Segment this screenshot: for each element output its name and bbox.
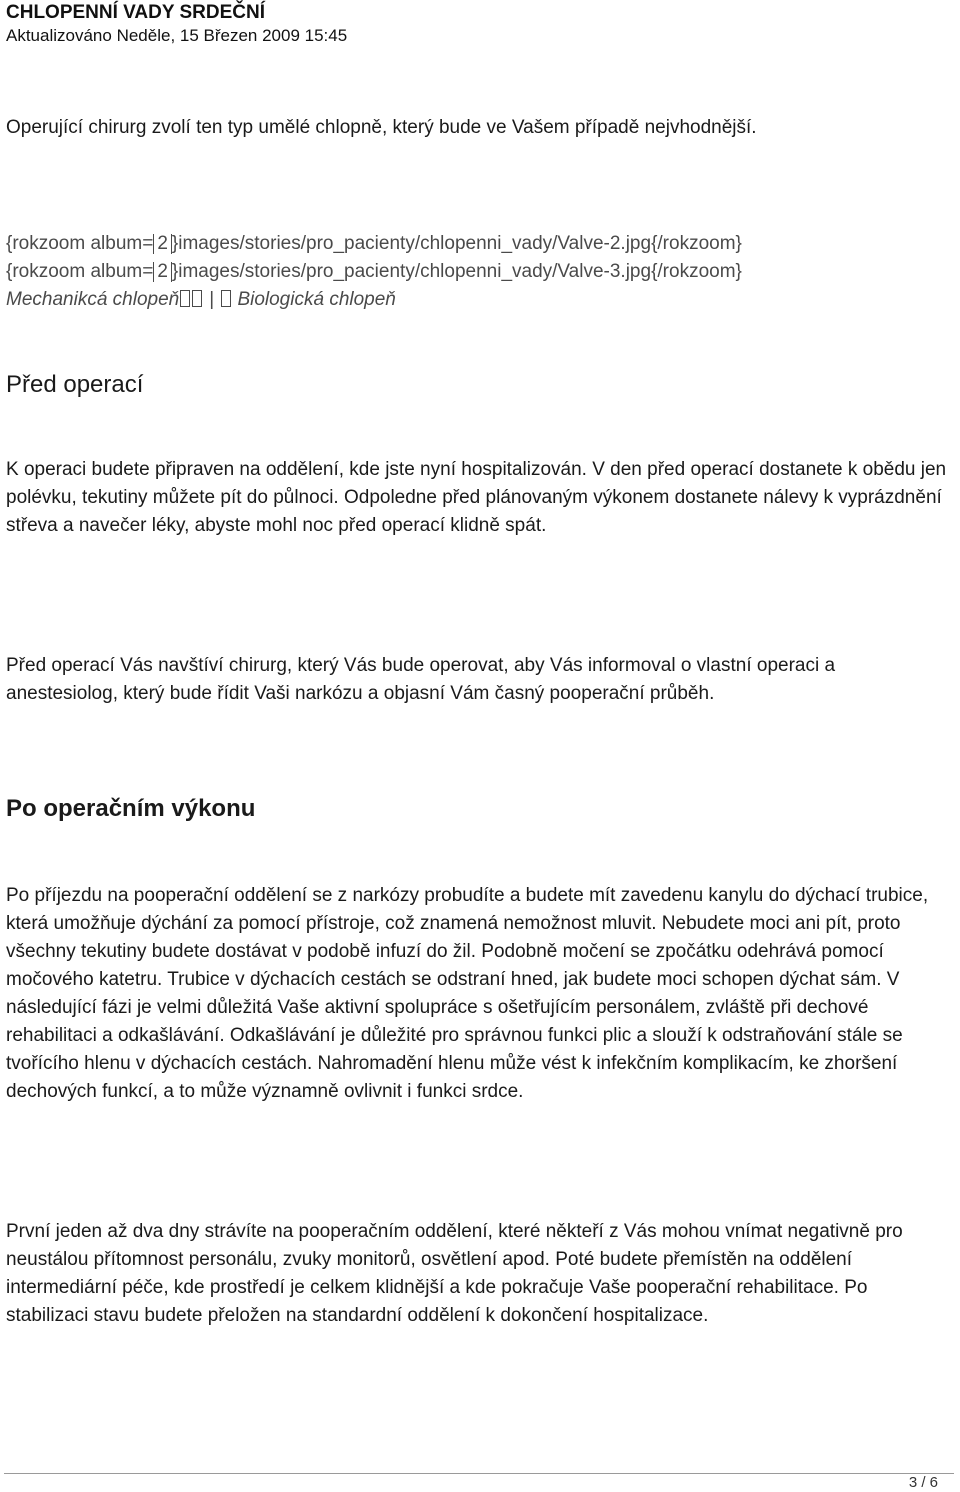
- updated-timestamp: Aktualizováno Neděle, 15 Březen 2009 15:45: [6, 26, 348, 45]
- before-surgery-paragraph-1: K operaci budete připraven na oddělení, kde jste nyní hospitalizován. V den před operací dostanete k obědu jen polévku, tekutiny můžete pít do půlnoci. Odpoledne před plánovaným výkonem dostanete nálevy k vyprázdnění střeva a navečer léky, abyste mohl noc před operací klidně spát.: [6, 459, 947, 536]
- missing-glyph-icon: [180, 290, 190, 307]
- intro-paragraph: Operující chirurg zvolí ten typ umělé chlopně, který bude ve Vašem případě nejvhodnější.: [6, 117, 757, 138]
- after-surgery-paragraph-1: Po příjezdu na pooperační oddělení se z narkózy probudíte a budete mít zavedenu kanylu do dýchací trubice, která umožňuje dýchání za pomocí přístroje, což znamená nemožnost mluvit. Nebudete moci ani pít, proto všechny tekutiny budete dostávat v podobě infuzí do žil. Podobně močení se zpočátku odehrává pomocí močového katetru. Trubice v dýchacích cestách se odstraní hned, jak budete moci schopen dýchat sám. V následující fázi je velmi důležitá Vaše aktivní spolupráce s ošetřujícím personálem, zvláště při dechové rehabilitaci a odkašlávání. Odkašlávání je důležité pro správnou funkci plic a slouží k odstraňování stále se tvořícího hlenu v dýchacích cestách. Nahromadění hlenu může vést k infekčním komplikacím, ke zhoršení dechových funkcí, a to může významně ovlivnit i funkci srdce.: [6, 885, 929, 1102]
- after-surgery-paragraph-2: První jeden až dva dny strávíte na pooperačním oddělení, které někteří z Vás mohou vnímat negativně pro neustálou přítomnost personálu, zvuky monitorů, osvětlení apod. Poté budete přemístěn na oddělení intermediární péče, kde prostředí je celkem klidnější a kde pokračuje Vaše pooperační rehabilitace. Po stabilizaci stavu budete přeložen na standardní oddělení k dokončení hospitalizace.: [6, 1221, 903, 1326]
- rokzoom-line-1-suffix: }images/stories/pro_pacienty/chlopenni_vady/Valve-2.jpg{/rokzoom}: [171, 233, 742, 254]
- missing-glyph-icon: [221, 290, 231, 307]
- document-header: [6, 2, 946, 48]
- rokzoom-code-block: [6, 230, 951, 314]
- caption-separator: |: [209, 289, 215, 310]
- document-title: CHLOPENNÍ VADY SRDEČNÍ: [6, 2, 265, 23]
- before-surgery-paragraph-2: Před operací Vás navštíví chirurg, který Vás bude operovat, aby Vás informoval o vlastní operaci a anestesiolog, který bude řídit Vaši narkózu a objasní Vám časný pooperační průběh.: [6, 655, 836, 704]
- rokzoom-line-1: [6, 230, 951, 258]
- rokzoom-line-2-album: 2: [153, 262, 172, 282]
- valve-captions: [6, 286, 951, 314]
- page-number: 3 / 6: [908, 1474, 938, 1491]
- section-heading-after-surgery: Po operačním výkonu: [6, 795, 256, 822]
- section-heading-before-surgery: Před operací: [6, 371, 144, 398]
- missing-glyph-icon: [192, 290, 202, 307]
- caption-biological: Biologická chlopeň: [237, 289, 396, 310]
- rokzoom-line-2-prefix: {rokzoom album=: [6, 261, 154, 282]
- rokzoom-line-2: [6, 258, 951, 286]
- rokzoom-line-2-suffix: }images/stories/pro_pacienty/chlopenni_vady/Valve-3.jpg{/rokzoom}: [171, 261, 742, 282]
- caption-mechanical: Mechanikcá chlopeň: [6, 289, 180, 310]
- footer-divider: [4, 1473, 954, 1474]
- rokzoom-line-1-prefix: {rokzoom album=: [6, 233, 154, 254]
- rokzoom-line-1-album: 2: [153, 234, 172, 254]
